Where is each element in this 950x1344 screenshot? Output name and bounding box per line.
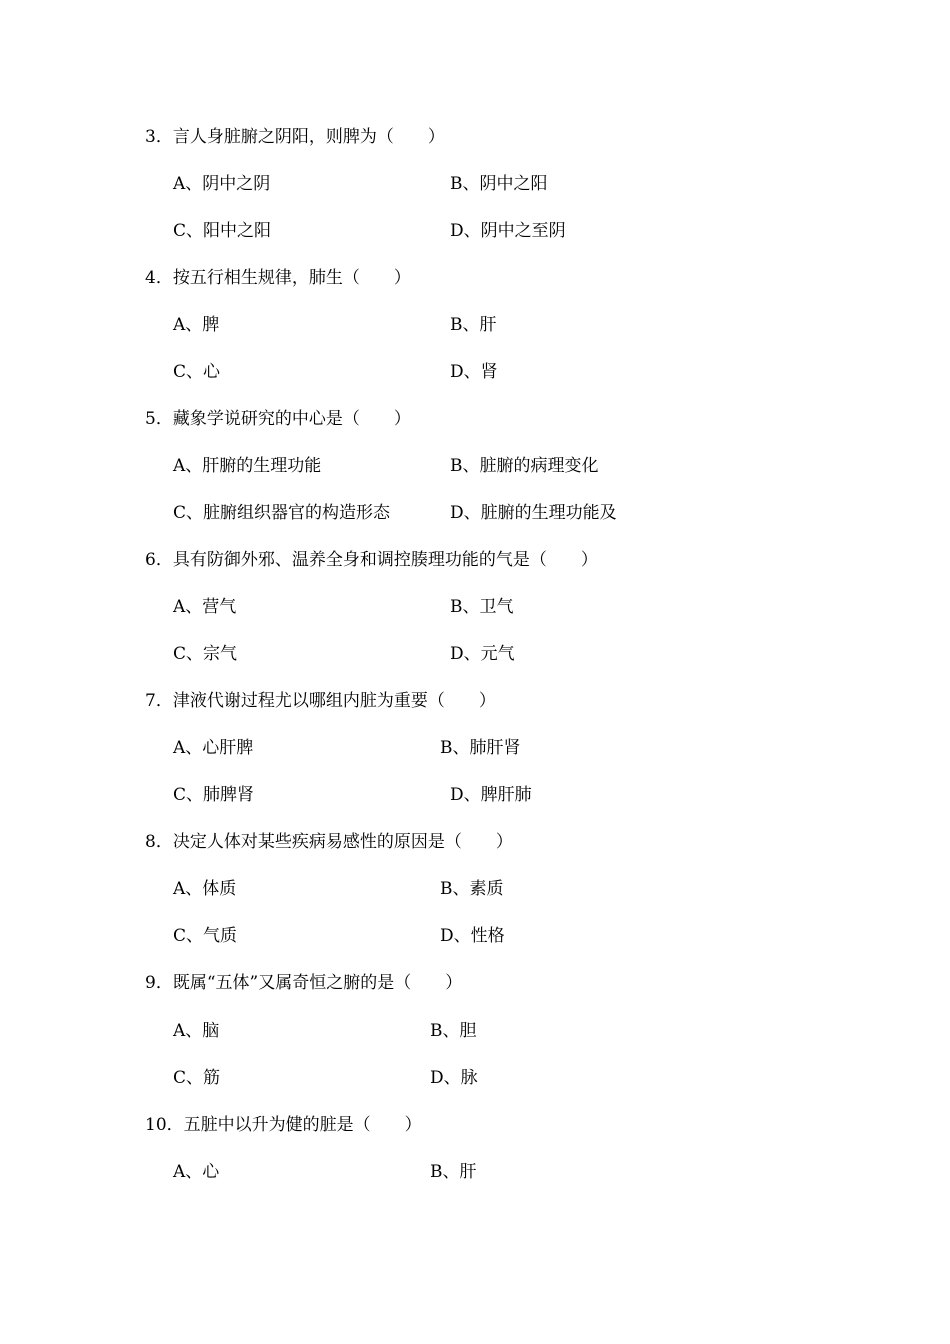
- question-8-option-c: C、气质: [173, 926, 238, 946]
- question-5-stem: 5．藏象学说研究的中心是（ ）: [145, 409, 411, 429]
- question-10-stem: 10．五脏中以升为健的脏是（ ）: [145, 1115, 422, 1135]
- question-7-option-d: D、脾肝肺: [450, 785, 532, 805]
- question-10-option-a: A、心: [173, 1162, 220, 1182]
- question-3-option-a: A、阴中之阴: [173, 174, 271, 194]
- question-3-option-b: B、阴中之阳: [450, 174, 548, 194]
- question-9-option-d: D、脉: [430, 1068, 478, 1088]
- question-7-option-c: C、肺脾肾: [173, 785, 255, 805]
- question-6-option-d: D、元气: [450, 644, 515, 664]
- question-5-option-c: C、脏腑组织器官的构造形态: [173, 503, 391, 523]
- question-3-option-d: D、阴中之至阴: [450, 221, 566, 241]
- question-6-option-a: A、营气: [173, 597, 237, 617]
- question-9-option-c: C、筋: [173, 1068, 221, 1088]
- question-3-stem: 3．言人身脏腑之阴阳，则脾为（ ）: [145, 127, 445, 147]
- question-6-stem: 6．具有防御外邪、温养全身和调控腠理功能的气是（ ）: [145, 550, 598, 570]
- question-8-stem: 8．决定人体对某些疾病易感性的原因是（ ）: [145, 832, 513, 852]
- question-5-option-a: A、肝腑的生理功能: [173, 456, 322, 476]
- question-4-option-a: A、脾: [173, 315, 220, 335]
- question-6-option-c: C、宗气: [173, 644, 238, 664]
- question-6-option-b: B、卫气: [450, 597, 514, 617]
- question-7-option-b: B、肺肝肾: [440, 738, 521, 758]
- question-5-option-b: B、脏腑的病理变化: [450, 456, 599, 476]
- question-7-stem: 7．津液代谢过程尤以哪组内脏为重要（ ）: [145, 691, 496, 711]
- question-5-option-d: D、脏腑的生理功能及: [450, 503, 617, 523]
- question-7-option-a: A、心肝脾: [173, 738, 254, 758]
- question-9-option-a: A、脑: [173, 1021, 220, 1041]
- question-9-stem: 9．既属“五体”又属奇恒之腑的是（ ）: [145, 973, 463, 993]
- question-9-option-b: B、胆: [430, 1021, 477, 1041]
- question-4-stem: 4．按五行相生规律，肺生（ ）: [145, 268, 411, 288]
- question-10-option-b: B、肝: [430, 1162, 477, 1182]
- question-8-option-a: A、体质: [173, 879, 237, 899]
- question-8-option-b: B、素质: [440, 879, 504, 899]
- question-3-option-c: C、阳中之阳: [173, 221, 272, 241]
- question-4-option-d: D、肾: [450, 362, 498, 382]
- question-8-option-d: D、性格: [440, 926, 505, 946]
- question-4-option-b: B、肝: [450, 315, 497, 335]
- question-4-option-c: C、心: [173, 362, 221, 382]
